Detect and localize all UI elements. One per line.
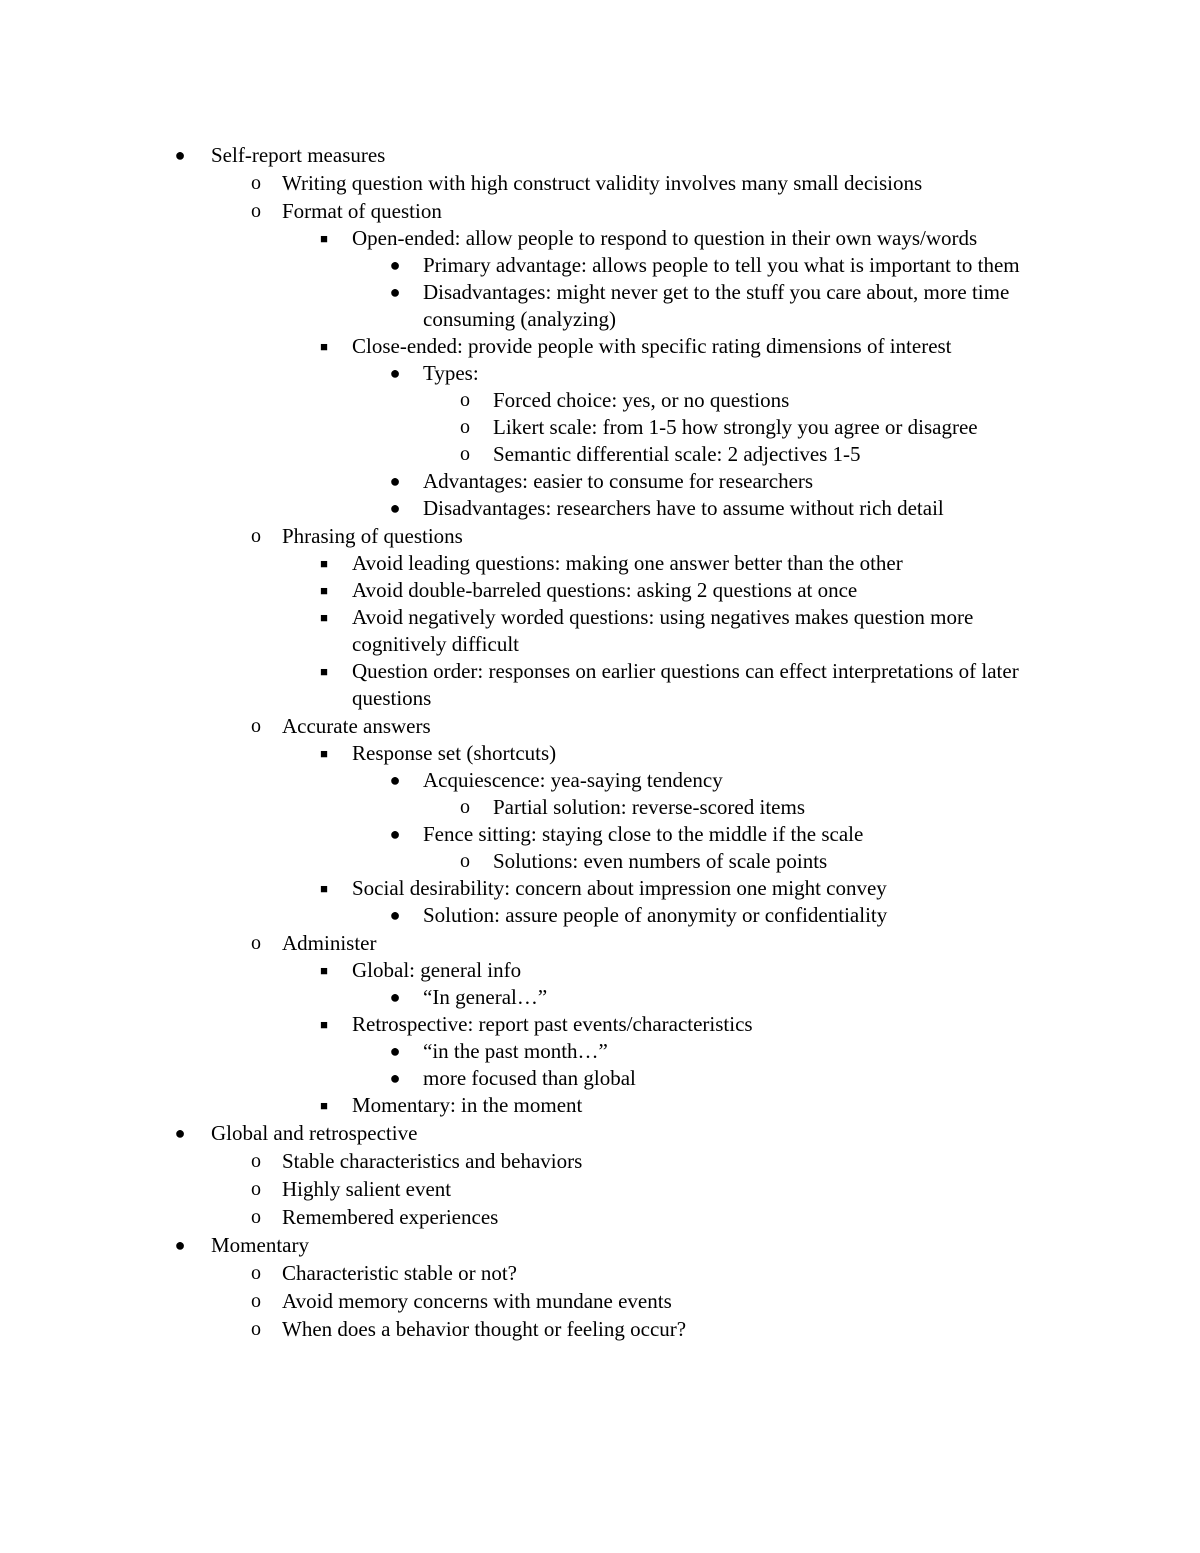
outline-item-level-4	[0, 441, 1200, 468]
outline-item-level-1	[0, 198, 1200, 225]
filled-circle-bullet-icon: ●	[389, 770, 401, 790]
notes-outline	[0, 141, 1200, 1343]
outline-item-level-2	[0, 550, 1200, 577]
hollow-circle-bullet-icon: o	[460, 416, 470, 438]
square-bullet-icon: ■	[320, 1098, 328, 1113]
outline-item-level-2	[0, 604, 1200, 658]
outline-item-text: Global and retrospective	[211, 1121, 418, 1145]
filled-circle-bullet-icon: ●	[389, 905, 401, 925]
outline-item-text: Likert scale: from 1-5 how strongly you agree or disagree	[493, 415, 978, 439]
outline-item-text: Solution: assure people of anonymity or confidentiality	[423, 903, 888, 927]
hollow-circle-bullet-icon: o	[251, 1178, 261, 1200]
outline-item-text: Disadvantages: might never get to the stuff you care about, more time consuming (analyzing)	[423, 280, 1010, 331]
outline-item-text: Types:	[423, 361, 479, 385]
hollow-circle-bullet-icon: o	[251, 715, 261, 737]
filled-circle-bullet-icon: ●	[389, 824, 401, 844]
square-bullet-icon: ■	[320, 963, 328, 978]
outline-item-text: Writing question with high construct validity involves many small decisions	[282, 171, 923, 195]
outline-item-level-1	[0, 523, 1200, 550]
outline-item-text: Primary advantage: allows people to tell you what is important to them	[423, 253, 1020, 277]
hollow-circle-bullet-icon: o	[251, 1290, 261, 1312]
square-bullet-icon: ■	[320, 610, 328, 625]
filled-circle-bullet-icon: ●	[389, 1041, 401, 1061]
outline-item-level-1	[0, 1260, 1200, 1287]
outline-item-level-3	[0, 468, 1200, 495]
hollow-circle-bullet-icon: o	[251, 525, 261, 547]
hollow-circle-bullet-icon: o	[251, 1150, 261, 1172]
outline-item-level-1	[0, 713, 1200, 740]
hollow-circle-bullet-icon: o	[251, 172, 261, 194]
outline-item-level-2	[0, 225, 1200, 252]
outline-item-level-3	[0, 360, 1200, 387]
square-bullet-icon: ■	[320, 339, 328, 354]
outline-item-level-3	[0, 1038, 1200, 1065]
outline-item-level-4	[0, 848, 1200, 875]
outline-item-level-3	[0, 984, 1200, 1011]
hollow-circle-bullet-icon: o	[251, 932, 261, 954]
filled-circle-bullet-icon: ●	[389, 255, 401, 275]
outline-item-level-0	[0, 1232, 1200, 1259]
outline-item-text: Administer	[282, 931, 377, 955]
outline-item-text: Partial solution: reverse-scored items	[493, 795, 805, 819]
filled-circle-bullet-icon: ●	[389, 471, 401, 491]
hollow-circle-bullet-icon: o	[460, 389, 470, 411]
square-bullet-icon: ■	[320, 556, 328, 571]
outline-item-level-4	[0, 794, 1200, 821]
outline-item-text: Remembered experiences	[282, 1205, 499, 1229]
outline-item-text: Forced choice: yes, or no questions	[493, 388, 790, 412]
outline-item-level-1	[0, 1176, 1200, 1203]
outline-item-level-2	[0, 1011, 1200, 1038]
outline-item-text: Phrasing of questions	[282, 524, 463, 548]
outline-item-text: Avoid leading questions: making one answer better than the other	[352, 551, 903, 575]
outline-item-level-1	[0, 1148, 1200, 1175]
filled-circle-bullet-icon: ●	[174, 1123, 186, 1143]
hollow-circle-bullet-icon: o	[251, 1262, 261, 1284]
filled-circle-bullet-icon: ●	[389, 498, 401, 518]
square-bullet-icon: ■	[320, 231, 328, 246]
filled-circle-bullet-icon: ●	[174, 145, 186, 165]
outline-item-text: Highly salient event	[282, 1177, 452, 1201]
square-bullet-icon: ■	[320, 746, 328, 761]
outline-item-level-3	[0, 821, 1200, 848]
outline-item-level-2	[0, 577, 1200, 604]
outline-item-text: Avoid negatively worded questions: using negatives makes question more cognitively difficult	[352, 605, 974, 656]
outline-item-text: “in the past month…”	[423, 1039, 608, 1063]
outline-item-level-4	[0, 414, 1200, 441]
outline-item-text: Acquiescence: yea-saying tendency	[423, 768, 723, 792]
outline-item-level-3	[0, 279, 1200, 333]
square-bullet-icon: ■	[320, 664, 328, 679]
hollow-circle-bullet-icon: o	[460, 443, 470, 465]
outline-item-text: Accurate answers	[282, 714, 431, 738]
outline-item-text: Retrospective: report past events/characteristics	[352, 1012, 753, 1036]
outline-item-text: “In general…”	[423, 985, 548, 1009]
outline-item-text: Close-ended: provide people with specific rating dimensions of interest	[352, 334, 952, 358]
outline-item-text: Social desirability: concern about impression one might convey	[352, 876, 887, 900]
outline-item-text: When does a behavior thought or feeling occur?	[282, 1317, 687, 1341]
filled-circle-bullet-icon: ●	[389, 282, 401, 302]
outline-item-text: Characteristic stable or not?	[282, 1261, 517, 1285]
outline-item-text: Fence sitting: staying close to the middle if the scale	[423, 822, 864, 846]
outline-item-text: Stable characteristics and behaviors	[282, 1149, 583, 1173]
outline-item-level-2	[0, 957, 1200, 984]
outline-item-level-3	[0, 252, 1200, 279]
square-bullet-icon: ■	[320, 881, 328, 896]
outline-item-level-3	[0, 767, 1200, 794]
outline-item-text: Question order: responses on earlier questions can effect interpretations of later questions	[352, 659, 1019, 710]
outline-item-text: Solutions: even numbers of scale points	[493, 849, 828, 873]
outline-item-level-2	[0, 1092, 1200, 1119]
outline-item-level-4	[0, 387, 1200, 414]
outline-item-text: Momentary: in the moment	[352, 1093, 583, 1117]
outline-item-level-1	[0, 1204, 1200, 1231]
outline-item-text: Global: general info	[352, 958, 522, 982]
outline-item-level-0	[0, 1120, 1200, 1147]
outline-item-text: Semantic differential scale: 2 adjectives 1-5	[493, 442, 861, 466]
square-bullet-icon: ■	[320, 583, 328, 598]
outline-item-text: more focused than global	[423, 1066, 636, 1090]
hollow-circle-bullet-icon: o	[251, 200, 261, 222]
outline-item-text: Avoid memory concerns with mundane events	[282, 1289, 672, 1313]
filled-circle-bullet-icon: ●	[389, 363, 401, 383]
outline-item-text: Format of question	[282, 199, 442, 223]
outline-item-level-2	[0, 333, 1200, 360]
square-bullet-icon: ■	[320, 1017, 328, 1032]
outline-item-level-3	[0, 1065, 1200, 1092]
outline-item-level-3	[0, 902, 1200, 929]
outline-item-level-2	[0, 740, 1200, 767]
outline-item-level-2	[0, 658, 1200, 712]
hollow-circle-bullet-icon: o	[460, 850, 470, 872]
outline-item-level-0	[0, 142, 1200, 169]
outline-item-text: Disadvantages: researchers have to assume without rich detail	[423, 496, 944, 520]
filled-circle-bullet-icon: ●	[389, 1068, 401, 1088]
outline-item-text: Avoid double-barreled questions: asking 2 questions at once	[352, 578, 858, 602]
outline-item-text: Self-report measures	[211, 143, 386, 167]
outline-item-text: Response set (shortcuts)	[352, 741, 557, 765]
outline-item-text: Momentary	[211, 1233, 309, 1257]
filled-circle-bullet-icon: ●	[389, 987, 401, 1007]
outline-item-level-1	[0, 170, 1200, 197]
outline-item-level-1	[0, 1316, 1200, 1343]
outline-item-text: Open-ended: allow people to respond to question in their own ways/words	[352, 226, 978, 250]
hollow-circle-bullet-icon: o	[460, 796, 470, 818]
outline-item-level-1	[0, 1288, 1200, 1315]
hollow-circle-bullet-icon: o	[251, 1206, 261, 1228]
hollow-circle-bullet-icon: o	[251, 1318, 261, 1340]
filled-circle-bullet-icon: ●	[174, 1235, 186, 1255]
outline-item-level-2	[0, 875, 1200, 902]
outline-item-text: Advantages: easier to consume for researchers	[423, 469, 814, 493]
outline-item-level-1	[0, 930, 1200, 957]
outline-item-level-3	[0, 495, 1200, 522]
